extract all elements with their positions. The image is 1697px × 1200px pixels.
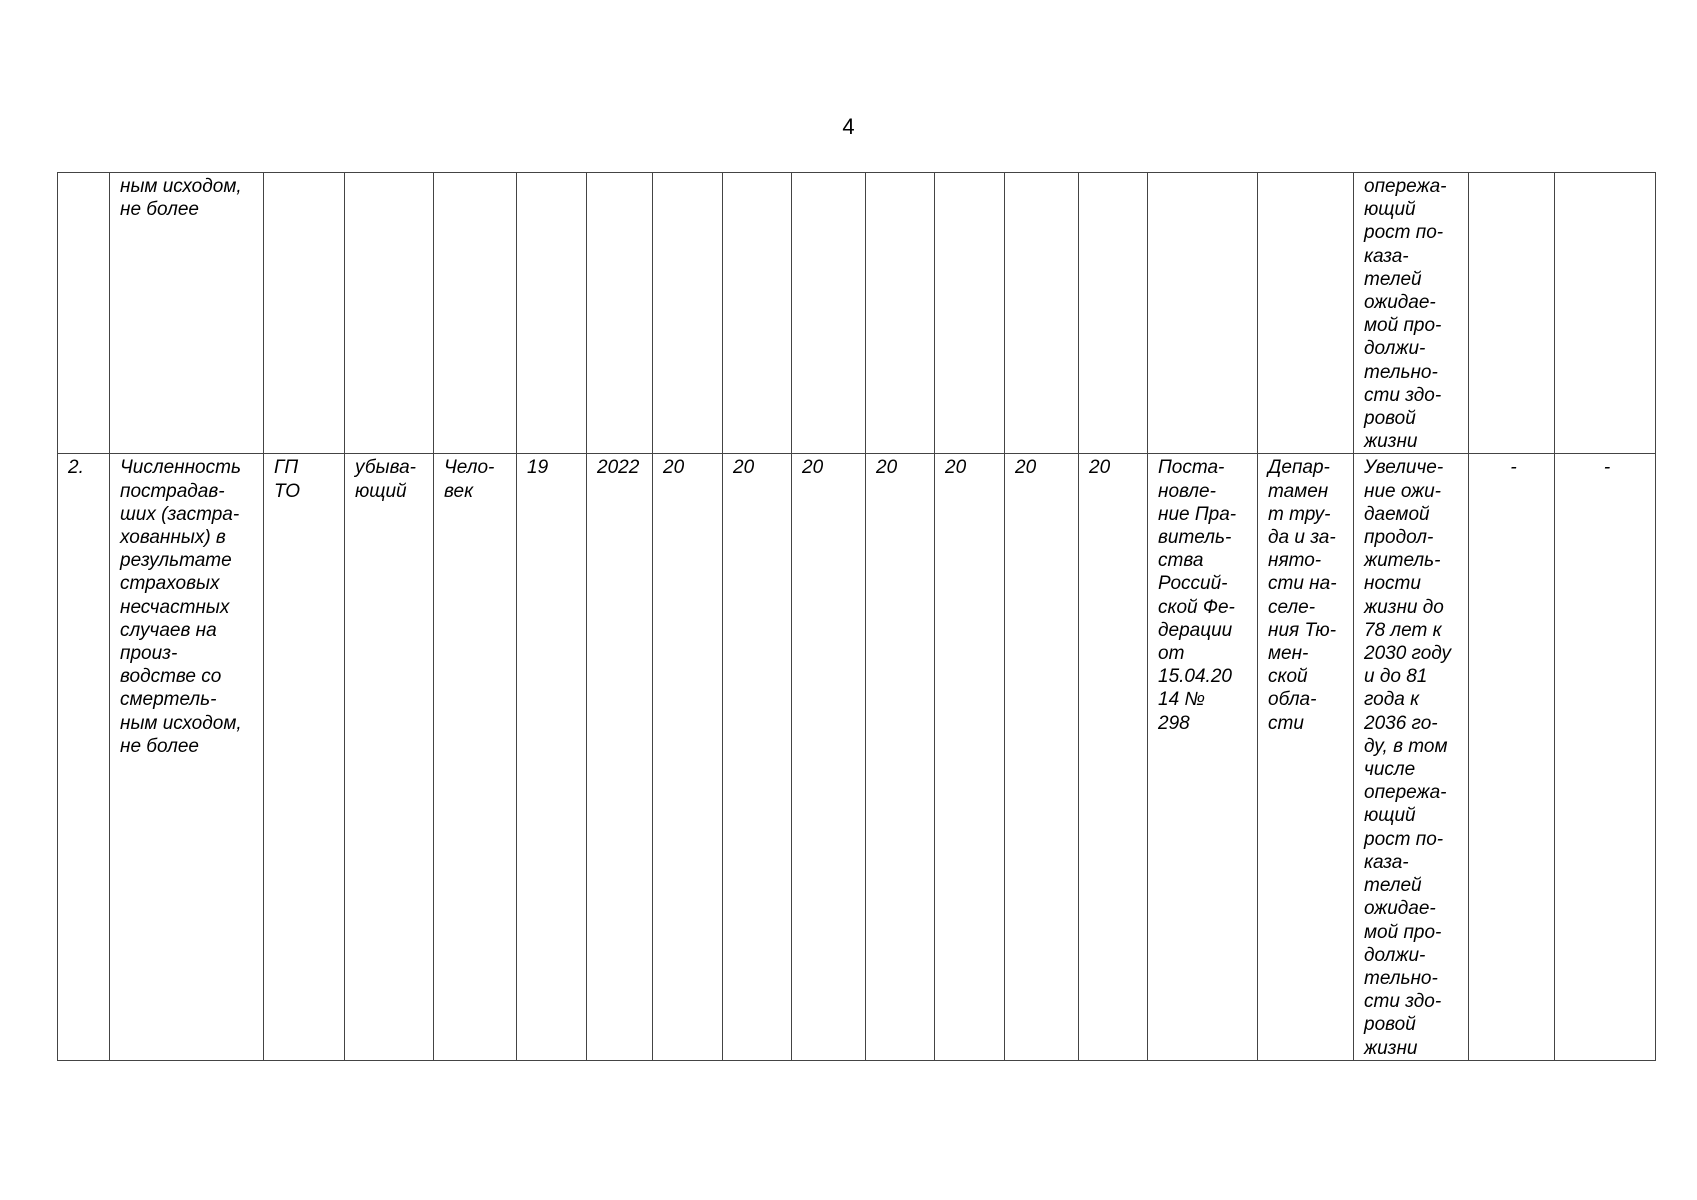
cell-level	[264, 454, 345, 1060]
cell-text-line: опережа-	[1364, 782, 1447, 804]
table-row	[58, 173, 1656, 454]
cell-year-value	[866, 454, 935, 1060]
cell-goal	[1354, 454, 1469, 1060]
cell-text-line: тамен	[1268, 480, 1329, 502]
cell-text-line: витель-	[1158, 527, 1232, 549]
cell-year-value	[792, 173, 866, 454]
cell-year-value	[1005, 454, 1079, 1060]
cell-text: 2022	[597, 457, 640, 479]
cell-text-line: век	[444, 480, 474, 502]
cell-text-line: 14 №	[1158, 689, 1205, 711]
cell-text: -	[1603, 457, 1611, 479]
cell-text-line: жизни до	[1364, 596, 1444, 618]
cell-text-line: опережа-	[1364, 176, 1447, 197]
page-number: 4	[842, 114, 855, 139]
cell-year-value	[935, 173, 1005, 454]
cell-text-line: смертель-	[120, 689, 217, 711]
cell-text-line: пострадав-	[120, 480, 225, 502]
cell-number	[58, 173, 110, 454]
cell-text-line: ности	[1364, 573, 1421, 595]
cell-extra-2	[1555, 173, 1656, 454]
cell-text-line: ющий	[355, 480, 407, 502]
cell-text-line: жизни	[1364, 431, 1418, 453]
cell-year-value	[1079, 454, 1148, 1060]
cell-text-line: ющий	[1364, 805, 1416, 827]
indicators-table	[57, 172, 1656, 1061]
cell-text-line: результате	[120, 550, 232, 572]
cell-text-line: мой про-	[1364, 921, 1442, 943]
cell-text-line: рост по-	[1364, 222, 1444, 244]
cell-text-line: мен-	[1268, 643, 1309, 665]
cell-text: 20	[802, 457, 824, 479]
table-row	[58, 454, 1656, 1060]
cell-text-line: жизни	[1364, 1037, 1418, 1059]
cell-text: 20	[945, 457, 967, 479]
cell-text-line: случаев на	[120, 619, 217, 641]
cell-text-line: ГП	[274, 457, 299, 479]
cell-text-line: должи-	[1364, 944, 1426, 966]
cell-text-line: 2036 го-	[1364, 712, 1438, 734]
cell-text-line: ровой	[1364, 1014, 1416, 1036]
cell-responsible	[1258, 454, 1354, 1060]
cell-trend	[345, 454, 434, 1060]
cell-text-line: и до 81	[1364, 666, 1428, 688]
cell-text-line: водстве со	[120, 666, 222, 688]
cell-indicator-name	[110, 173, 264, 454]
cell-extra-2	[1555, 454, 1656, 1060]
cell-text: 20	[1089, 457, 1111, 479]
cell-text-line: житель-	[1364, 550, 1441, 572]
cell-responsible	[1258, 173, 1354, 454]
cell-text-line: 298	[1158, 712, 1190, 734]
cell-text-line: мой про-	[1364, 315, 1442, 337]
cell-text-line: новле-	[1158, 480, 1216, 502]
cell-text: 19	[527, 457, 549, 479]
cell-text-line: хованных) в	[120, 527, 226, 549]
cell-year-value	[792, 454, 866, 1060]
cell-text-line: обла-	[1268, 689, 1317, 711]
cell-base-value	[517, 173, 587, 454]
cell-text-line: дерации	[1158, 619, 1233, 641]
cell-text-line: телей	[1364, 268, 1422, 290]
cell-text-line: ющий	[1364, 199, 1416, 221]
cell-text-line: произ-	[120, 643, 178, 665]
cell-text-line: сти здо-	[1364, 384, 1442, 406]
cell-year-value	[935, 454, 1005, 1060]
cell-text-line: ду, в том	[1364, 735, 1448, 757]
cell-text-line: 2030 году	[1364, 643, 1452, 665]
cell-text-line: несчастных	[120, 596, 230, 618]
cell-year-value	[723, 173, 792, 454]
cell-text-line: не более	[120, 735, 199, 757]
cell-year-value	[1005, 173, 1079, 454]
cell-unit	[434, 173, 517, 454]
cell-year-value	[723, 454, 792, 1060]
cell-year-value	[1079, 173, 1148, 454]
cell-text-line: даемой	[1364, 503, 1430, 525]
cell-year-value	[866, 173, 935, 454]
cell-text-line: года к	[1364, 689, 1420, 711]
cell-text-line: каза-	[1364, 851, 1409, 873]
cell-text-line: телей	[1364, 875, 1422, 897]
cell-text-line: Поста-	[1158, 457, 1225, 479]
cell-text-line: от	[1158, 643, 1185, 665]
cell-text: 20	[733, 457, 755, 479]
cell-text-line: каза-	[1364, 245, 1409, 267]
cell-extra-1	[1469, 454, 1555, 1060]
cell-document	[1148, 454, 1258, 1060]
cell-text-line: ние Пра-	[1158, 503, 1237, 525]
cell-text-line: тельно-	[1364, 361, 1438, 383]
cell-goal	[1354, 173, 1469, 454]
cell-year-value	[653, 173, 723, 454]
cell-base-year	[587, 173, 653, 454]
cell-text-line: не более	[120, 199, 199, 221]
cell-year-value	[653, 454, 723, 1060]
cell-text-line: да и за-	[1268, 527, 1336, 549]
cell-text-line: должи-	[1364, 338, 1426, 360]
cell-text-line: страховых	[120, 573, 220, 595]
cell-text-line: ние ожи-	[1364, 480, 1441, 502]
cell-text: 20	[876, 457, 898, 479]
cell-text-line: селе-	[1268, 596, 1316, 618]
cell-text: 20	[663, 457, 685, 479]
cell-text-line: Россий-	[1158, 573, 1228, 595]
cell-text-line: нято-	[1268, 550, 1322, 572]
cell-text-line: 78 лет к	[1364, 619, 1442, 641]
cell-text-line: ожидае-	[1364, 898, 1436, 920]
cell-text: 2.	[68, 457, 84, 479]
cell-base-year	[587, 454, 653, 1060]
cell-trend	[345, 173, 434, 454]
cell-text-line: ской	[1268, 666, 1308, 688]
cell-text-line: сти на-	[1268, 573, 1337, 595]
cell-document	[1148, 173, 1258, 454]
cell-text-line: 15.04.20	[1158, 666, 1232, 688]
cell-base-value	[517, 454, 587, 1060]
cell-text-line: Депар-	[1268, 457, 1330, 479]
cell-text-line: т тру-	[1268, 503, 1331, 525]
cell-text-line: убыва-	[355, 457, 416, 479]
cell-number	[58, 454, 110, 1060]
cell-text-line: рост по-	[1364, 828, 1444, 850]
cell-text: 20	[1015, 457, 1037, 479]
cell-text-line: сти	[1268, 712, 1304, 734]
cell-text-line: ших (застра-	[120, 503, 240, 525]
cell-text-line: ской Фе-	[1158, 596, 1235, 618]
cell-indicator-name	[110, 454, 264, 1060]
cell-text-line: ным исходом,	[120, 176, 242, 197]
cell-text-line: ным исходом,	[120, 712, 242, 734]
cell-text-line: Увеличе-	[1364, 457, 1444, 479]
cell-text-line: числе	[1364, 759, 1416, 781]
cell-text-line: продол-	[1364, 527, 1434, 549]
cell-text: -	[1510, 457, 1517, 479]
cell-text-line: тельно-	[1364, 967, 1438, 989]
cell-level	[264, 173, 345, 454]
cell-text-line: Чело-	[444, 457, 495, 479]
cell-extra-1	[1469, 173, 1555, 454]
cell-text-line: ТО	[274, 480, 300, 502]
cell-text-line: ровой	[1364, 408, 1416, 430]
cell-unit	[434, 454, 517, 1060]
cell-text-line: ства	[1158, 550, 1204, 572]
cell-text-line: ожидае-	[1364, 292, 1436, 314]
cell-text-line: Численность	[120, 457, 241, 479]
cell-text-line: сти здо-	[1364, 991, 1442, 1013]
cell-text-line: ния Тю-	[1268, 619, 1337, 641]
